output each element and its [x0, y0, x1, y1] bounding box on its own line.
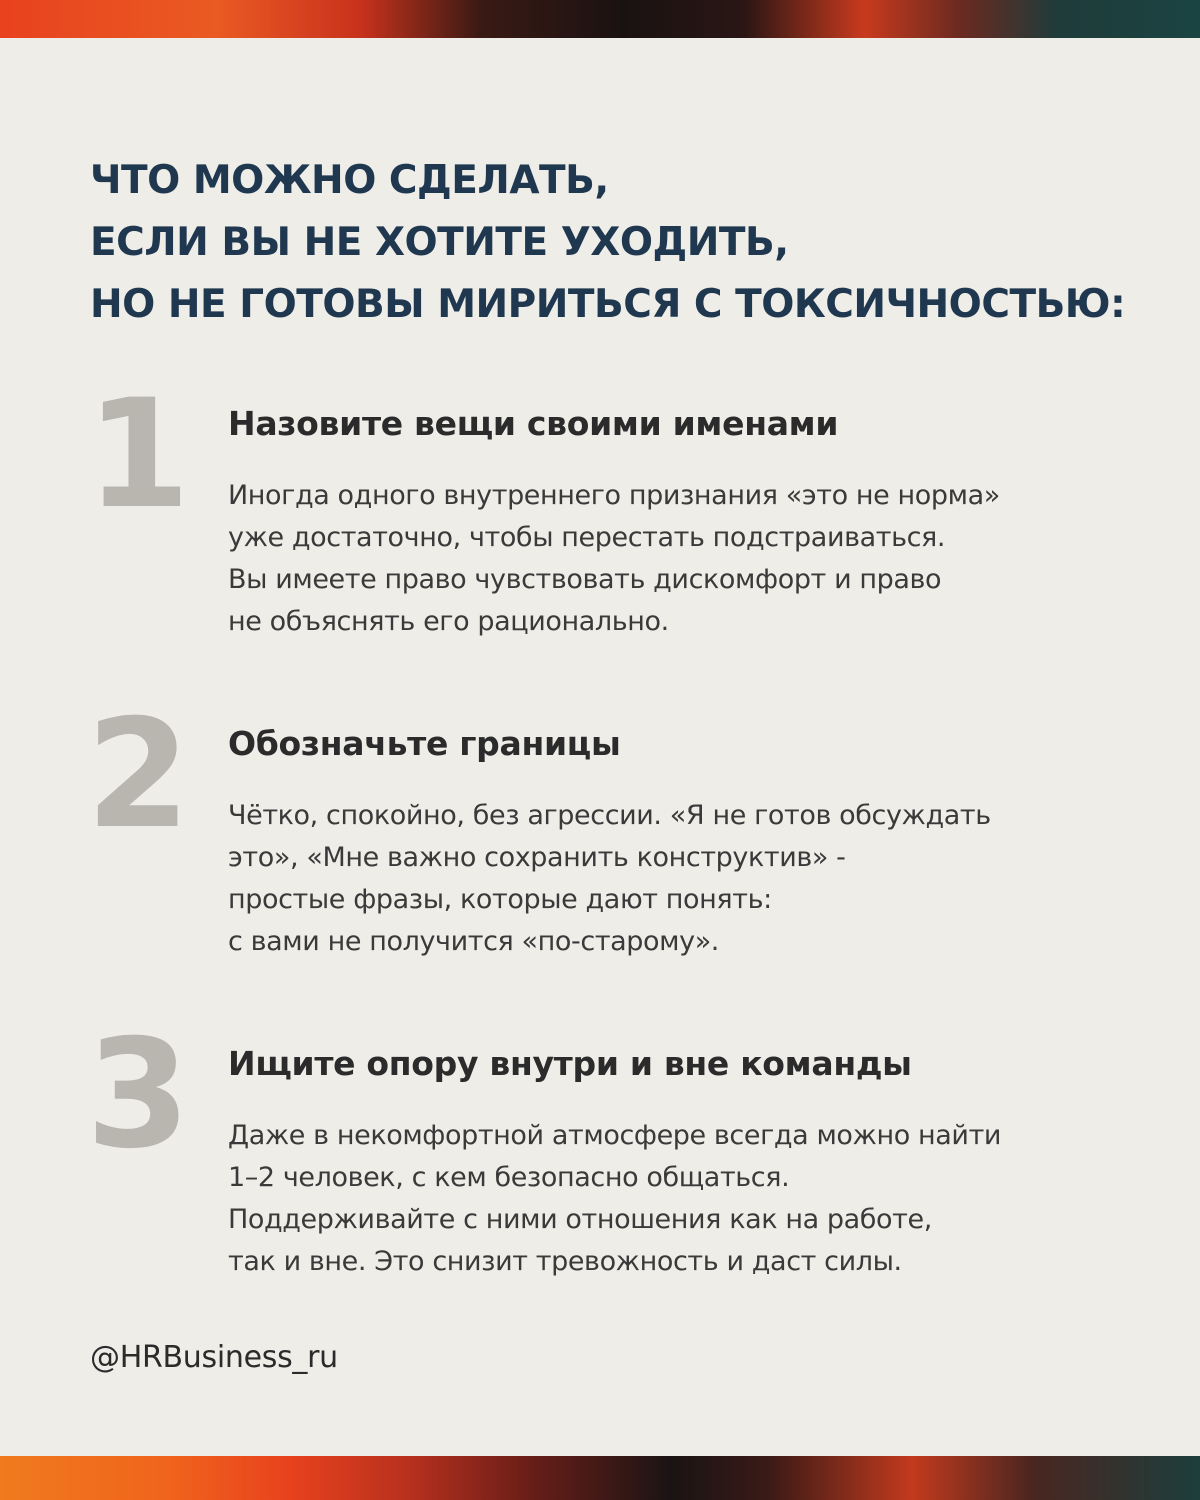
tip-body-line: так и вне. Это снизит тревожность и даст силы.: [228, 1246, 902, 1277]
tip-body-line: Вы имеете право чувствовать дискомфорт и право: [228, 564, 942, 595]
tip-title: Назовите вещи своими именами: [228, 404, 839, 443]
tip-number: 2: [86, 688, 187, 862]
tip-body-line: Иногда одного внутреннего признания «это не норма»: [228, 480, 1000, 511]
headline-line: ЕСЛИ ВЫ НЕ ХОТИТЕ УХОДИТЬ,: [90, 220, 789, 265]
tip-body: [228, 475, 1000, 643]
tip-title: Обозначьте границы: [228, 724, 621, 763]
headline: [90, 150, 1125, 336]
headline-line: НО НЕ ГОТОВЫ МИРИТЬСЯ С ТОКСИЧНОСТЬЮ:: [90, 282, 1126, 327]
tip-body: [228, 795, 991, 963]
top-gradient-stripe: [0, 0, 1200, 38]
tip-body-line: простые фразы, которые дают понять:: [228, 884, 772, 915]
tip-body-line: с вами не получится «по-старому».: [228, 926, 719, 957]
headline-line: ЧТО МОЖНО СДЕЛАТЬ,: [90, 158, 609, 203]
tip-title: Ищите опору внутри и вне команды: [228, 1044, 912, 1083]
tip-body-line: Поддерживайте с ними отношения как на работе,: [228, 1204, 932, 1235]
tip-body-line: это», «Мне важно сохранить конструктив» -: [228, 842, 846, 873]
tip-body-line: не объяснять его рационально.: [228, 606, 669, 637]
tip-number: 3: [86, 1008, 187, 1182]
tip-body-line: Даже в некомфортной атмосфере всегда можно найти: [228, 1120, 1002, 1151]
tip-body-line: Чётко, спокойно, без агрессии. «Я не готов обсуждать: [228, 800, 991, 831]
tip-body-line: уже достаточно, чтобы перестать подстраиваться.: [228, 522, 946, 553]
tip-number: 1: [86, 368, 187, 542]
tip-body: [228, 1115, 1001, 1283]
bottom-gradient-stripe: [0, 1456, 1200, 1500]
tip-body-line: 1–2 человек, с кем безопасно общаться.: [228, 1162, 790, 1193]
account-handle: @HRBusiness_ru: [90, 1340, 338, 1375]
